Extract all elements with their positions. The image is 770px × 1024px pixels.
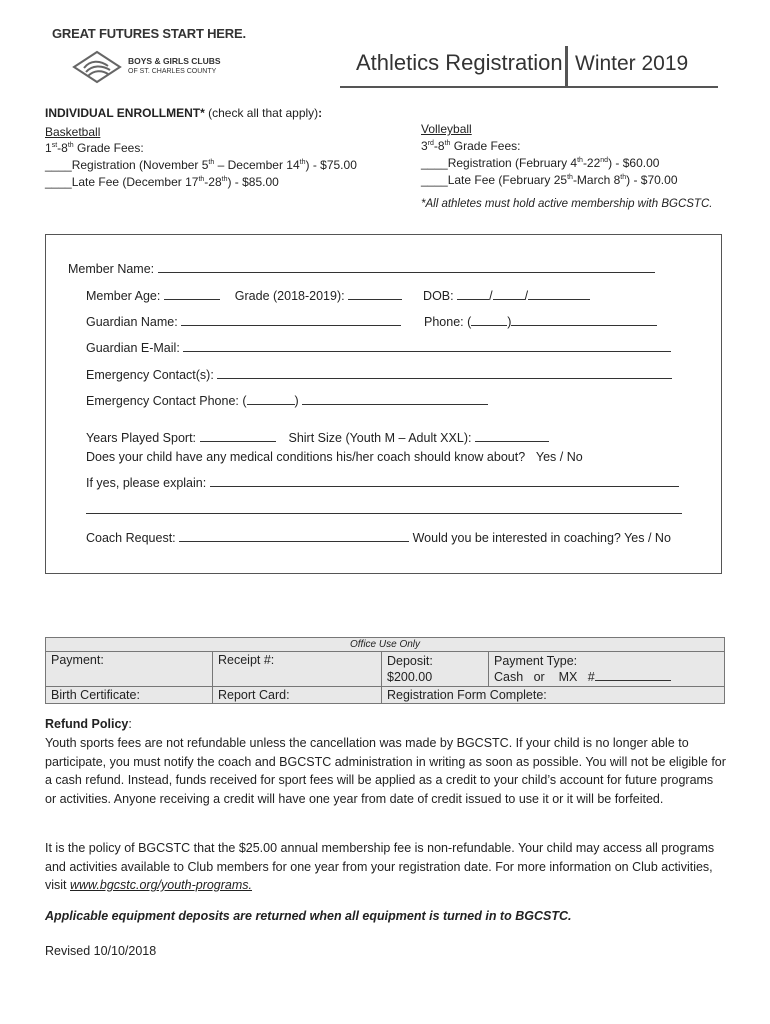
club-logo-icon — [72, 50, 122, 84]
bb-reg-sup2: th — [299, 159, 306, 166]
vb-grade-b-sup: th — [444, 140, 451, 147]
guardian-name-label: Guardian Name: — [86, 315, 178, 329]
form-title: Athletics Registration — [356, 50, 563, 75]
phone-label: Phone: ( — [424, 315, 472, 329]
vb-late-mid: -March 8 — [572, 173, 621, 187]
guardian-email-row — [86, 341, 671, 355]
payment-cell: Payment: — [46, 652, 213, 687]
explain-row — [86, 476, 679, 490]
header-rule — [340, 86, 718, 88]
payment-type-cell — [489, 652, 725, 687]
emergency-contacts-field[interactable] — [217, 368, 672, 379]
dob-day-field[interactable] — [493, 289, 525, 300]
member-age-label: Member Age: — [86, 289, 161, 303]
coaching-interest-question: Would you be interested in coaching? — [412, 531, 621, 545]
years-shirt-row — [86, 431, 549, 445]
member-name-row — [68, 262, 655, 276]
deposit-cell — [382, 652, 489, 687]
basketball-grades — [45, 141, 144, 155]
registration-complete-cell: Registration Form Complete: — [382, 687, 725, 704]
emergency-contacts-row — [86, 368, 672, 382]
volleyball-late-fee-option[interactable] — [421, 173, 678, 187]
volleyball-registration-option[interactable] — [421, 156, 659, 170]
explain-field-line-2[interactable] — [86, 513, 682, 514]
phone-row — [424, 315, 657, 329]
years-played-field[interactable] — [200, 431, 276, 442]
dob-slash-1: / — [489, 289, 493, 303]
refund-paragraph-2 — [45, 839, 727, 895]
vb-reg-mid: -22 — [582, 156, 601, 170]
season-label: Winter 2019 — [575, 52, 689, 75]
dob-slash-2: / — [524, 289, 529, 303]
vb-late-sup1: th — [567, 174, 573, 181]
guardian-email-label: Guardian E-Mail: — [86, 341, 180, 355]
bb-late-sup1: th — [198, 176, 205, 183]
dob-label: DOB: — [423, 289, 454, 303]
deposit-amount: $200.00 — [387, 670, 433, 684]
payment-options: Cash or MX # — [494, 670, 595, 684]
bb-grade-b: -8 — [57, 141, 68, 155]
bb-reg-sup1: th — [208, 159, 215, 166]
refund-paragraph-2-text: It is the policy of BGCSTC that the $25.00 annual membership fee is non-refundable. Your child may access all programs and activities available to Club members for one year from your registration date. For more information on Club activities, visit — [45, 841, 715, 892]
bb-grade-b-sup: th — [67, 142, 74, 149]
member-name-field[interactable] — [158, 262, 655, 273]
explain-label: If yes, please explain: — [86, 476, 207, 490]
guardian-name-row — [86, 315, 401, 329]
membership-note: *All athletes must hold active membership with BGCSTC. — [421, 198, 713, 210]
years-played-label: Years Played Sport: — [86, 431, 197, 445]
tagline: GREAT FUTURES START HERE. — [52, 26, 246, 41]
bb-late-mid: -28 — [204, 175, 222, 189]
member-name-label: Member Name: — [68, 262, 155, 276]
refund-paragraph-1: Youth sports fees are not refundable unless the cancellation was made by BGCSTC. If your child is no longer able to participate, you must notify the coach and BGCSTC administration in writing as soon as possible. You will not be eligible for a cash refund. Instead, funds received for sport fees will be applied as a credit to your child’s account for future programs or activities. Anyone receiving a credit will have one year from date of credit issued to use it or it will be forfeited. — [45, 736, 726, 806]
bb-reg-tail: ) - $75.00 — [305, 158, 357, 172]
vb-reg-sup1: th — [577, 157, 583, 164]
header-divider — [565, 46, 568, 86]
grade-label: Grade (2018-2019): — [234, 289, 345, 303]
bb-reg-mid: – December 14 — [214, 158, 300, 172]
vb-reg-sup2: nd — [600, 157, 609, 164]
emergency-phone-row — [86, 394, 488, 408]
shirt-size-label: Shirt Size (Youth M – Adult XXL): — [288, 431, 472, 445]
vb-grade-tail: Grade Fees: — [450, 139, 521, 153]
medical-question: Does your child have any medical conditions his/her coach should know about? — [86, 450, 526, 464]
office-use-caption: Office Use Only — [46, 638, 725, 652]
bb-grade-a: 1 — [45, 141, 52, 155]
basketball-late-fee-option[interactable] — [45, 175, 279, 189]
emergency-contacts-label: Emergency Contact(s): — [86, 368, 214, 382]
mx-number-field[interactable] — [595, 671, 671, 681]
refund-heading-text: Refund Policy — [45, 717, 129, 731]
refund-heading — [45, 715, 132, 734]
report-card-cell: Report Card: — [213, 687, 382, 704]
emergency-area-code-field[interactable] — [247, 394, 295, 405]
coaching-yes-no[interactable]: Yes / No — [624, 531, 671, 545]
enrollment-heading — [45, 106, 322, 120]
revised-date: Revised 10/10/2018 — [45, 944, 157, 958]
equipment-note: Applicable equipment deposits are returned when all equipment is turned in to BGCSTC. — [45, 909, 572, 923]
member-age-field[interactable] — [164, 289, 220, 300]
vb-grade-a-sup: rd — [427, 140, 434, 147]
coach-request-field[interactable] — [179, 531, 409, 542]
vb-late-prefix: ____Late Fee (February 25 — [421, 173, 568, 187]
phone-number-field[interactable] — [511, 315, 657, 326]
shirt-size-field[interactable] — [475, 431, 549, 442]
explain-field[interactable] — [210, 476, 679, 487]
enrollment-heading-text: INDIVIDUAL ENROLLMENT* — [45, 106, 205, 120]
vb-late-sup2: th — [620, 174, 627, 181]
payment-type-label: Payment Type: — [494, 654, 578, 668]
phone-close-paren: ) — [507, 315, 512, 329]
dob-year-field[interactable] — [528, 289, 590, 300]
volleyball-grades — [421, 139, 520, 153]
grade-field[interactable] — [348, 289, 402, 300]
guardian-email-field[interactable] — [183, 341, 671, 352]
club-location: OF ST. CHARLES COUNTY — [128, 68, 217, 75]
medical-yes-no[interactable]: Yes / No — [535, 450, 583, 464]
guardian-name-field[interactable] — [181, 315, 401, 326]
birth-certificate-cell: Birth Certificate: — [46, 687, 213, 704]
office-use-table — [45, 637, 725, 704]
age-grade-dob-row — [86, 289, 590, 303]
emergency-phone-label: Emergency Contact Phone: ( — [86, 394, 247, 408]
bb-reg-prefix: ____Registration (November 5 — [45, 158, 209, 172]
refund-heading-colon: : — [128, 717, 132, 731]
receipt-cell: Receipt #: — [213, 652, 382, 687]
coach-request-label: Coach Request: — [86, 531, 176, 545]
bb-late-tail: ) - $85.00 — [227, 175, 279, 189]
basketball-registration-option[interactable] — [45, 158, 357, 172]
club-name: BOYS & GIRLS CLUBS — [128, 56, 221, 66]
coach-row — [86, 531, 671, 545]
vb-grade-a: 3 — [421, 139, 428, 153]
enrollment-heading-colon: : — [318, 106, 323, 120]
vb-reg-tail: ) - $60.00 — [608, 156, 660, 170]
enrollment-heading-note: (check all that apply) — [204, 106, 319, 120]
phone-area-code-field[interactable] — [471, 315, 507, 326]
emergency-close-paren: ) — [294, 394, 299, 408]
bb-late-prefix: ____Late Fee (December 17 — [45, 175, 199, 189]
youth-programs-link[interactable]: www.bgcstc.org/youth-programs. — [70, 878, 253, 892]
vb-reg-prefix: ____Registration (February 4 — [421, 156, 578, 170]
deposit-label: Deposit: — [387, 654, 433, 668]
medical-row — [86, 450, 583, 464]
volleyball-label: Volleyball — [421, 122, 472, 136]
bb-late-sup2: th — [221, 176, 228, 183]
vb-grade-b: -8 — [433, 139, 445, 153]
basketball-label: Basketball — [45, 125, 101, 139]
dob-month-field[interactable] — [457, 289, 489, 300]
vb-late-tail: ) - $70.00 — [626, 173, 678, 187]
emergency-phone-field[interactable] — [302, 394, 488, 405]
bb-grade-a-sup: st — [51, 142, 58, 149]
bb-grade-tail: Grade Fees: — [73, 141, 144, 155]
payment-options-row — [494, 669, 719, 685]
